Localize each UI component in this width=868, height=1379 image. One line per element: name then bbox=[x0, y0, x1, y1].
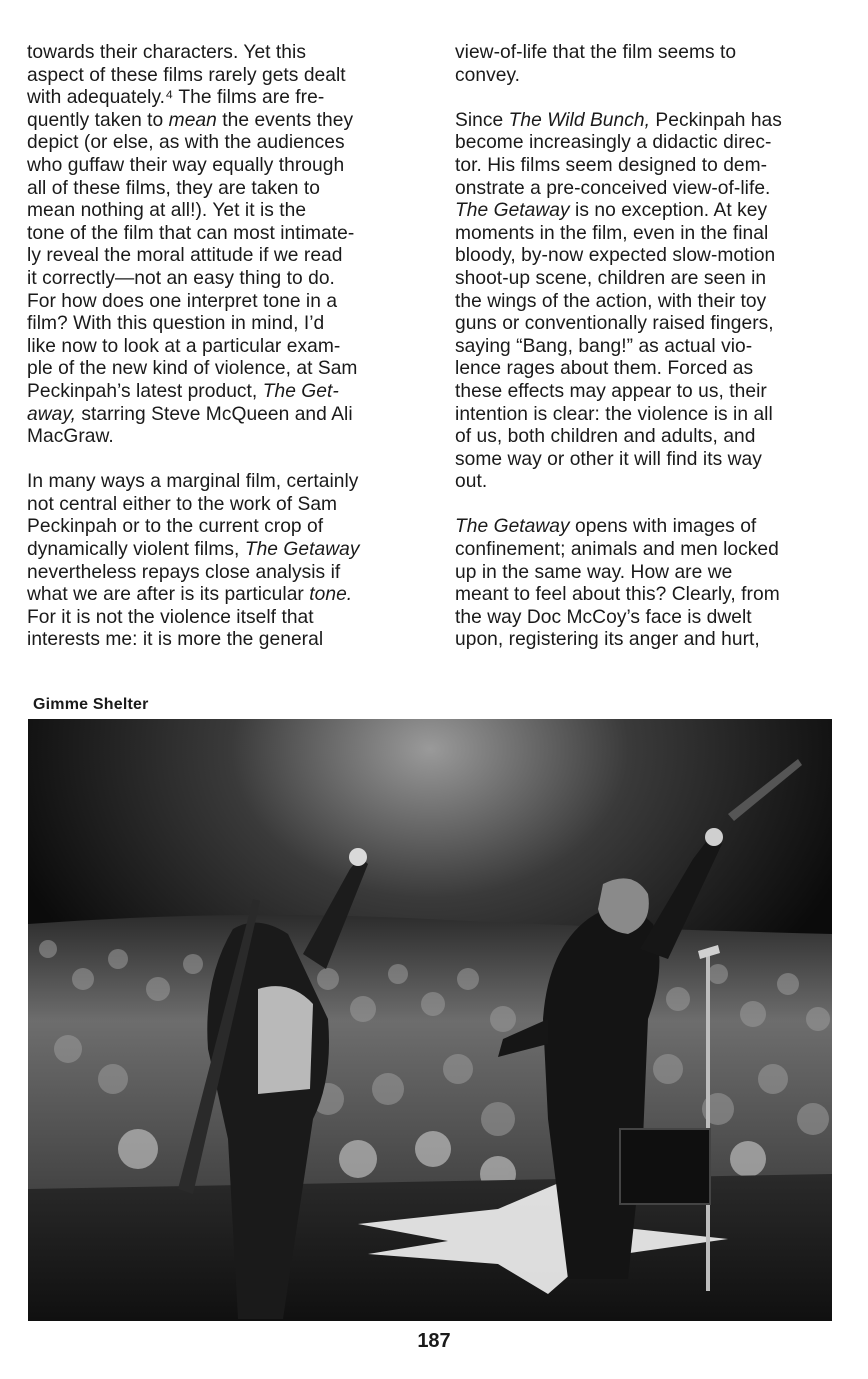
figure-caption: Gimme Shelter bbox=[33, 696, 149, 713]
text-line: become increasingly a didactic direc- bbox=[455, 132, 772, 154]
footnote-marker: ⁴ bbox=[165, 87, 174, 109]
concert-photo bbox=[28, 719, 832, 1321]
page-number: 187 bbox=[417, 1330, 451, 1352]
text-line: meant to feel about this? Clearly, from bbox=[455, 584, 780, 606]
text-line: tor. His films seem designed to dem- bbox=[455, 154, 768, 176]
text-line: with adequately.⁴ The films are fre- bbox=[27, 87, 325, 109]
text-line: MacGraw. bbox=[27, 426, 114, 448]
text-line: up in the same way. How are we bbox=[455, 561, 733, 583]
text-line: bloody, by-now expected slow-motion bbox=[455, 245, 776, 267]
text-line: saying “Bang, bang!” as actual vio- bbox=[455, 335, 753, 357]
text-line: depict (or else, as with the audiences bbox=[27, 132, 345, 154]
text-line: quently taken to mean the events they bbox=[27, 109, 354, 131]
text-line: some way or other it will find its way bbox=[455, 448, 762, 470]
text-line: of us, both children and adults, and bbox=[455, 426, 756, 448]
text-line: away, starring Steve McQueen and Ali bbox=[27, 403, 353, 425]
text-line: view-of-life that the film seems to bbox=[455, 42, 737, 63]
text-line: Peckinpah’s latest product, The Get- bbox=[27, 380, 339, 402]
text-line: like now to look at a particular exam- bbox=[27, 335, 341, 357]
text-line: Since The Wild Bunch, Peckinpah has bbox=[455, 109, 782, 131]
text-line: Peckinpah or to the current crop of bbox=[27, 516, 324, 538]
text-line: it correctly—not an easy thing to do. bbox=[27, 267, 335, 289]
text-line: dynamically violent films, The Getaway bbox=[27, 539, 360, 561]
text-line: moments in the film, even in the final bbox=[455, 222, 769, 244]
text-line: upon, registering its anger and hurt, bbox=[455, 629, 760, 651]
text-line: the wings of the action, with their toy bbox=[455, 290, 767, 312]
text-line: film? With this question in mind, I’d bbox=[27, 313, 325, 335]
text-line: ly reveal the moral attitude if we read bbox=[27, 245, 343, 267]
text-line: lence rages about them. Forced as bbox=[455, 358, 754, 380]
text-line: In many ways a marginal film, certainly bbox=[27, 471, 359, 493]
text-line: The Getaway is no exception. At key bbox=[455, 200, 768, 222]
text-line: The Getaway opens with images of bbox=[455, 516, 757, 538]
text-line: out. bbox=[455, 471, 488, 493]
text-line: towards their characters. Yet this bbox=[27, 42, 306, 63]
text-line: the way Doc McCoy’s face is dwelt bbox=[455, 606, 752, 628]
left-text-column bbox=[27, 42, 419, 652]
text-line: who guffaw their way equally through bbox=[27, 154, 345, 176]
text-line: these effects may appear to us, their bbox=[455, 380, 767, 402]
text-line: all of these films, they are taken to bbox=[27, 177, 321, 199]
text-line: For how does one interpret tone in a bbox=[27, 290, 338, 312]
text-line: guns or conventionally raised fingers, bbox=[455, 313, 774, 335]
text-line: not central either to the work of Sam bbox=[27, 493, 338, 515]
text-line: aspect of these films rarely gets dealt bbox=[27, 64, 346, 86]
text-line: tone of the film that can most intimate- bbox=[27, 222, 355, 244]
right-text-column bbox=[455, 42, 847, 652]
text-line: nevertheless repays close analysis if bbox=[27, 561, 341, 583]
text-line: intention is clear: the violence is in all bbox=[455, 403, 773, 425]
text-line: interests me: it is more the general bbox=[27, 629, 324, 651]
text-line: confinement; animals and men locked bbox=[455, 539, 779, 561]
text-line: ple of the new kind of violence, at Sam bbox=[27, 358, 358, 380]
text-line: convey. bbox=[455, 64, 521, 86]
text-line: what we are after is its particular tone. bbox=[27, 584, 353, 606]
text-line: For it is not the violence itself that bbox=[27, 606, 314, 628]
text-line: onstrate a pre-conceived view-of-life. bbox=[455, 177, 771, 199]
text-line: mean nothing at all!). Yet it is the bbox=[27, 200, 307, 222]
text-line: shoot-up scene, children are seen in bbox=[455, 267, 767, 289]
